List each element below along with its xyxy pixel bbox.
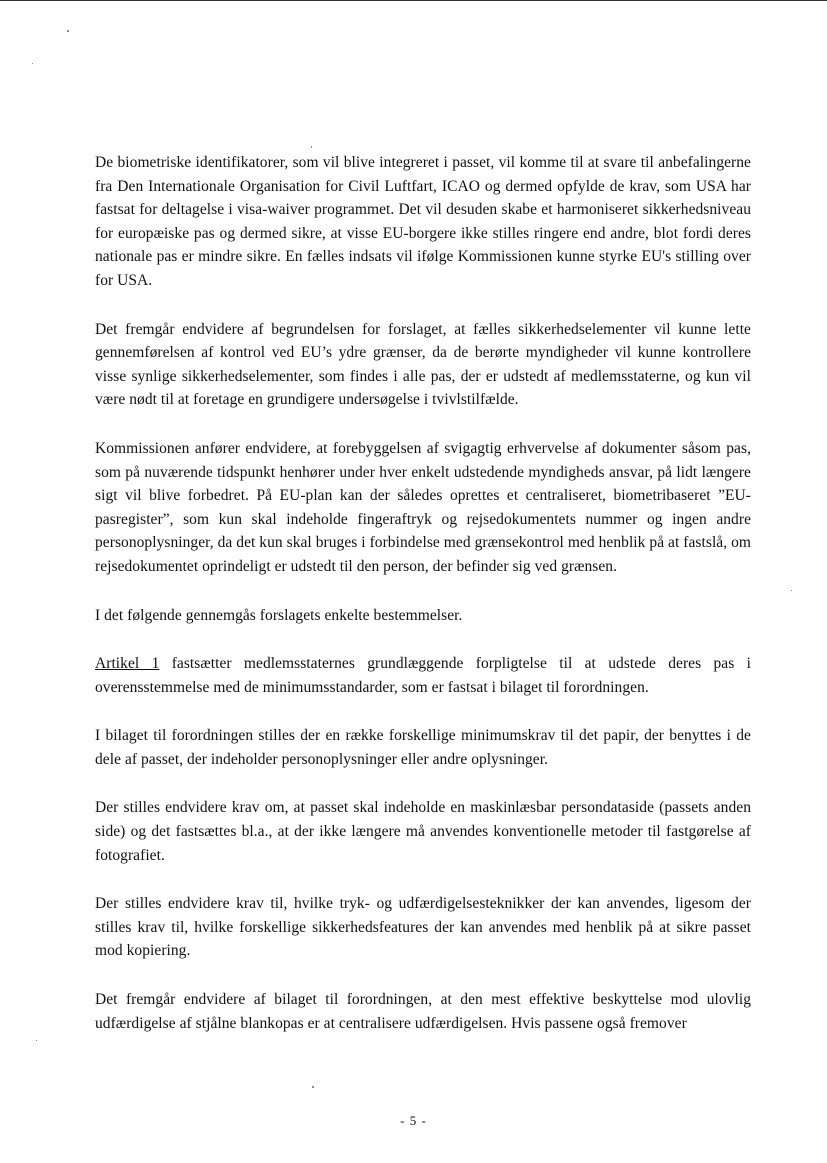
- paragraph-printing-techniques: Der stilles endvidere krav til, hvilke tryk- og udfærdigelsesteknikker der kan anvendes, ligesom der stilles krav til, hvilke forskellige sikkerhedsfeatures der kan anvendes med henblik på at sikre passet mod kopiering.: [95, 895, 751, 960]
- page-top-edge-line: [0, 0, 827, 1]
- paragraph-passport-register: Kommissionen anfører endvidere, at forebyggelsen af svigagtig erhvervelse af dokumenter såsom pas, som på nuværende tidspunkt henhører under hver enkelt udstedende myndigheds ansvar, på lidt længere sigt vil blive forbedret. På EU-plan kan der således oprettes et centraliseret, biometribaseret ”EU-pasregister”, som kun skal indeholde fingeraftryk og rejsedokumentets nummer og ingen andre personoplysninger, da det kun skal bruges i forbindelse med grænsekontrol med henblik på at fastslå, om rejsedokumentet oprindeligt er udstedt til den person, der befinder sig ved grænsen.: [95, 439, 751, 575]
- paragraph-biometric-identifiers: De biometriske identifikatorer, som vil blive integreret i passet, vil komme til at svare til anbefalingerne fra Den Internationale Organisation for Civil Luftfart, ICAO og dermed opfylde de krav, som USA har fastsat for deltagelse i visa-waiver programmet. Det vil desuden skabe et harmoniseret sikkerhedsniveau for europæiske pas og dermed sikre, at visse EU-borgere ikke stilles ringere end andre, blot fordi deres nationale pas er mindre sikre. En fælles indsats vil ifølge Kommissionen kunne styrke EU's stilling over for USA.: [95, 154, 751, 289]
- scan-speck: [32, 63, 33, 64]
- paragraph-common-security-elements: Det fremgår endvidere af begrundelsen for forslaget, at fælles sikkerhedselementer vil kunne lette gennemførelsen af kontrol ved EU’s ydre grænser, da de berørte myndigheder vil kunne kontrollere visse synlige sikkerhedselementer, som findes i alle pas, der er udstedt af medlemsstaterne, og kun vil være nødt til at foretage en grundigere undersøgelse i tvivlstilfælde.: [95, 320, 751, 409]
- scan-speck: [36, 1040, 37, 1041]
- page-number: - 5 -: [400, 1113, 427, 1128]
- scan-speck: [312, 1086, 314, 1088]
- scan-speck: [311, 146, 312, 148]
- paragraph-centralised-issuance: Det fremgår endvidere af bilaget til forordningen, at den mest effektive beskyttelse mod ulovlig udfærdigelse af stjålne blankopas er at centralisere udfærdigelsen. Hvis passene også fremover: [95, 991, 751, 1032]
- paragraph-paper-requirements: I bilaget til forordningen stilles der en række forskellige minimumskrav til det papir, der benyttes i de dele af passet, der indeholder personoplysninger eller andre oplysninger.: [95, 727, 751, 768]
- scan-speck: [791, 590, 792, 591]
- document-page: [95, 151, 751, 1060]
- paragraph-article-1: [95, 652, 751, 699]
- article-1-body: fastsætter medlemsstaternes grundlæggende forpligtelse til at udstede deres pas i overensstemmelse med de minimumsstandarder, som er fastsat i bilaget til forordningen.: [95, 655, 751, 696]
- article-1-heading: Artikel 1: [95, 655, 160, 673]
- paragraph-provisions-intro: I det følgende gennemgås forslagets enkelte bestemmelser.: [95, 606, 463, 624]
- scan-speck: [67, 30, 69, 32]
- paragraph-machine-readable-page: Der stilles endvidere krav om, at passet skal indeholde en maskinlæsbar persondataside (passets anden side) og det fastsættes bl.a., at der ikke længere må anvendes konventionelle metoder til fastgørelse af fotografiet.: [95, 799, 751, 864]
